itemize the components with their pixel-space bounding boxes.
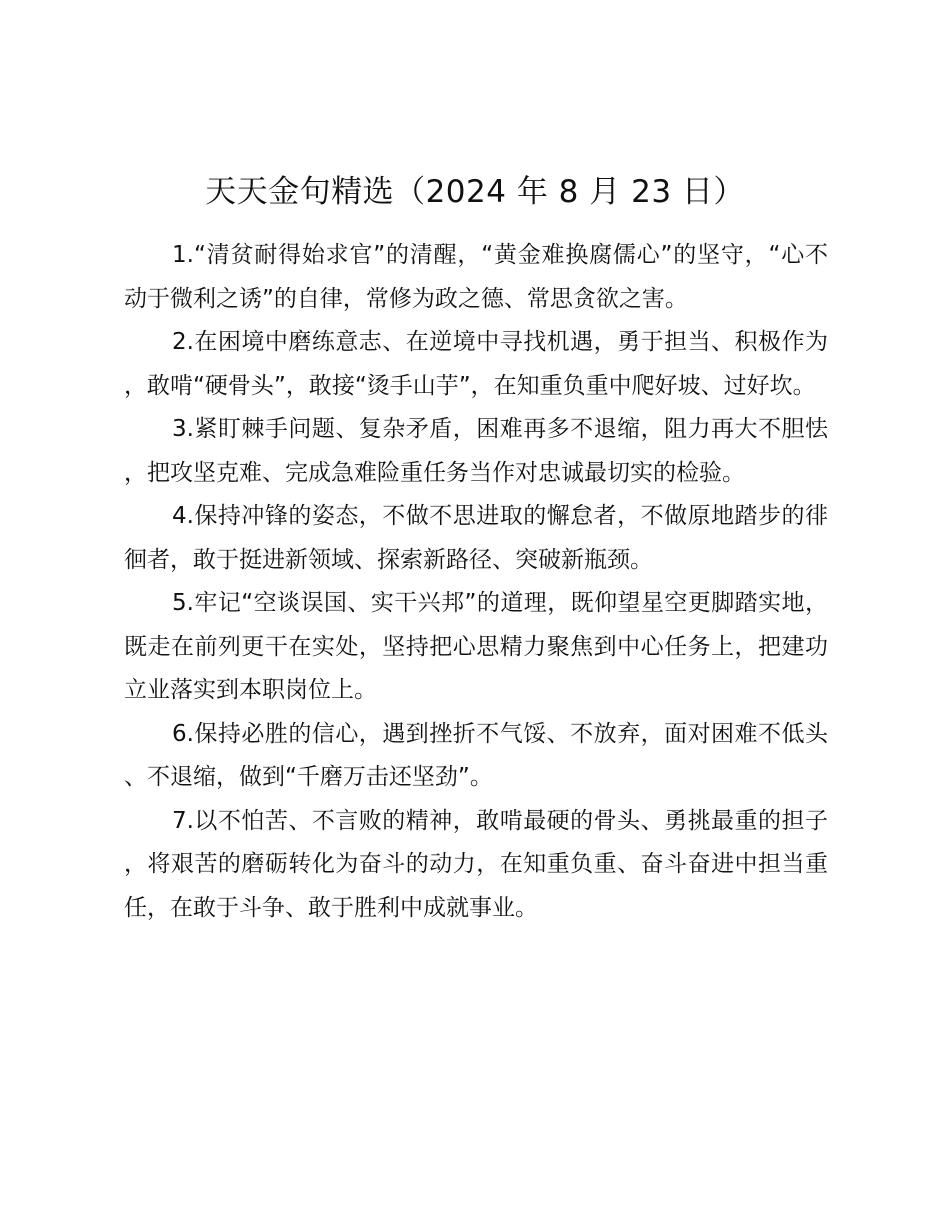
document-title: 天天金句精选（2024 年 8 月 23 日） xyxy=(205,174,745,210)
quote-paragraph-2: 2.在困境中磨练意志、在逆境中寻找机遇，勇于担当、积极作为，敢啃“硬骨头”，敢接“烫手山芋”，在知重负重中爬好坡、过好坎。 xyxy=(124,329,828,399)
quote-paragraph-7: 7.以不怕苦、不言败的精神，敢啃最硬的骨头、勇挑最重的担子，将艰苦的磨砺转化为奋斗的动力，在知重负重、奋斗奋进中担当重任，在敢于斗争、敢于胜利中成就事业。 xyxy=(124,807,828,921)
document-body xyxy=(124,234,828,930)
quote-paragraph-1: 1.“清贫耐得始求官”的清醒，“黄金难换腐儒心”的坚守，“心不动于微利之诱”的自律，常修为政之德、常思贪欲之害。 xyxy=(124,242,828,312)
quote-paragraph-4: 4.保持冲锋的姿态，不做不思进取的懈怠者，不做原地踏步的徘徊者，敢于挺进新领域、探索新路径、突破新瓶颈。 xyxy=(124,503,828,573)
quote-paragraph-3: 3.紧盯棘手问题、复杂矛盾，困难再多不退缩，阻力再大不胆怯，把攻坚克难、完成急难险重任务当作对忠诚最切实的检验。 xyxy=(124,416,828,486)
quote-paragraph-5: 5.牢记“空谈误国、实干兴邦”的道理，既仰望星空更脚踏实地，既走在前列更干在实处，坚持把心思精力聚焦到中心任务上，把建功立业落实到本职岗位上。 xyxy=(124,590,828,703)
quote-paragraph-6: 6.保持必胜的信心，遇到挫折不气馁、不放弃，面对困难不低头、不退缩，做到“千磨万击还坚劲”。 xyxy=(124,720,828,790)
